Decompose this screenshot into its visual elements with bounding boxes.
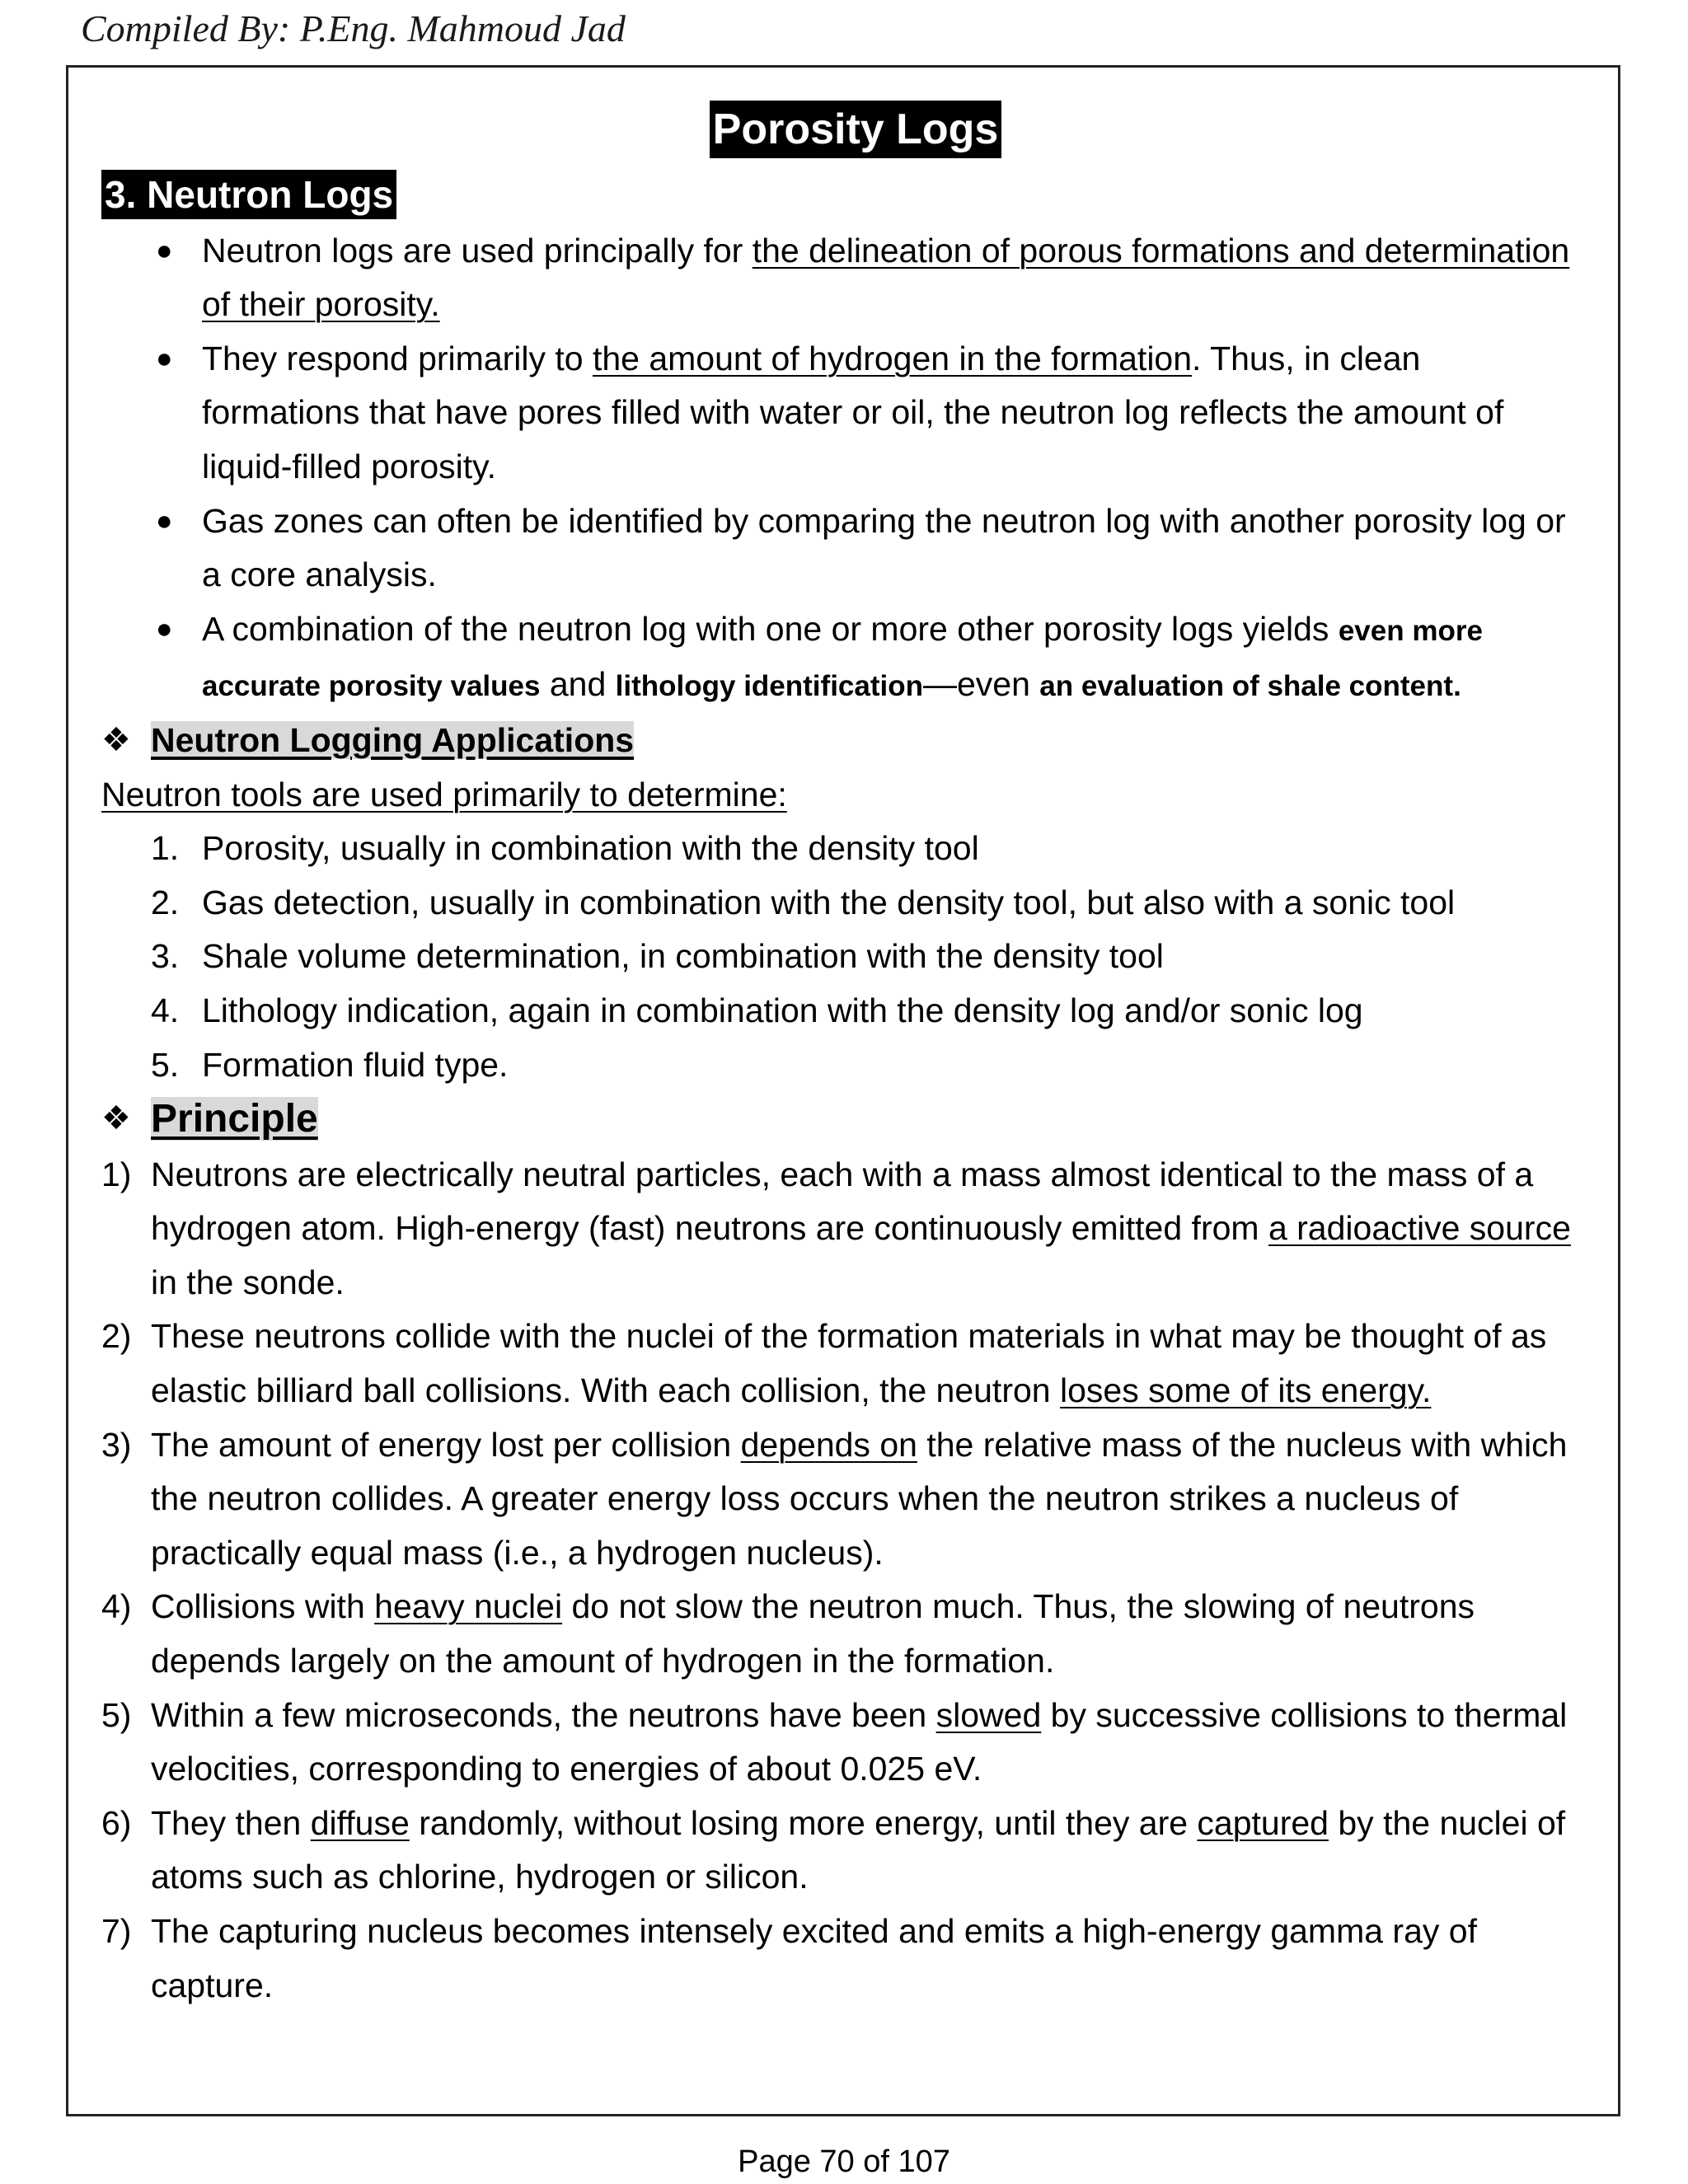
list-item (101, 1905, 1585, 2013)
list-item (101, 1038, 1585, 1093)
bullet-text: Neutron logs are used principally for (202, 231, 753, 269)
list-item (101, 930, 1585, 984)
list-number: 5) (101, 1695, 132, 1734)
list-number: 4) (101, 1587, 132, 1626)
list-number: 6) (101, 1803, 132, 1842)
list-item (101, 1580, 1585, 1688)
list-item (101, 1797, 1585, 1905)
list-underlined: captured (1197, 1803, 1329, 1842)
list-underlined: diffuse (310, 1803, 410, 1842)
list-text: Lithology indication, again in combination with the density log and/or sonic log (202, 991, 1363, 1029)
title-wrap (101, 101, 1585, 166)
section-heading: 3. Neutron Logs (101, 170, 396, 219)
page-content (101, 101, 1585, 2013)
page-frame (66, 65, 1620, 2116)
list-number: 3. (151, 937, 180, 976)
list-number: 2) (101, 1317, 132, 1356)
diamond-bullet-icon: ❖ (101, 1100, 131, 1137)
page-title: Porosity Logs (710, 101, 1002, 158)
diamond-bullet-icon: ❖ (101, 721, 131, 758)
list-text: Neutrons are electrically neutral particles, each with a mass almost identical to the mass of a hydrogen atom. High-energy (fast) neutrons are continuously emitted from (151, 1155, 1534, 1248)
bullet-item (101, 224, 1585, 332)
applications-heading-label: Neutron Logging Applications (151, 720, 635, 759)
bullet-icon: ● (156, 612, 173, 644)
list-item (101, 1310, 1585, 1418)
bullet-icon: ● (156, 234, 173, 266)
bullet-bold: an evaluation of shale content (1039, 670, 1454, 703)
list-underlined: heavy nuclei (374, 1587, 563, 1626)
list-item (101, 822, 1585, 876)
list-underlined: depends on (740, 1425, 917, 1464)
list-text: Shale volume determination, in combination with the density tool (202, 937, 1164, 976)
list-text: Gas detection, usually in combination with the density tool, but also with a sonic tool (202, 883, 1456, 921)
list-text: by successive collisions to thermal velocities, corresponding to energies of about 0.025 eV. (151, 1695, 1568, 1788)
bullet-bold: even more accurate porosity values (202, 614, 1483, 703)
list-item (101, 1418, 1585, 1581)
list-text: These neutrons collide with the nuclei of the formation materials in what may be thought of as elastic billiard ball collisions. With each collision, the neutron (151, 1317, 1547, 1410)
list-text: Formation fluid type. (202, 1045, 509, 1084)
list-text: do not slow the neutron much. Thus, the slowing of neutrons depends largely on the amount of hydrogen in the formation. (151, 1587, 1475, 1680)
principle-heading (101, 1092, 1585, 1148)
bullet-icon: ● (156, 504, 173, 537)
list-underlined: loses some of its energy. (1059, 1371, 1432, 1410)
list-text: by the nuclei of atoms such as chlorine, hydrogen or silicon. (151, 1803, 1566, 1896)
list-number: 2. (151, 883, 180, 921)
bullet-text: They respond primarily to (202, 339, 593, 377)
list-text: They then (151, 1803, 311, 1842)
list-item (101, 1689, 1585, 1797)
list-text: randomly, without losing more energy, until they are (409, 1803, 1198, 1842)
list-number: 7) (101, 1912, 132, 1950)
bullet-bold: lithology identification (615, 670, 923, 703)
applications-list (101, 822, 1585, 1092)
list-item (101, 984, 1585, 1038)
bullet-item (101, 602, 1585, 714)
principle-heading-label: Principle (151, 1097, 318, 1141)
list-text: The capturing nucleus becomes intensely excited and emits a high-energy gamma ray of capture. (151, 1912, 1477, 2004)
list-text: Porosity, usually in combination with the density tool (202, 829, 979, 868)
applications-heading (101, 714, 1585, 768)
bullet-text: A combination of the neutron log with one or more other porosity logs yields (202, 609, 1339, 648)
list-number: 4. (151, 991, 180, 1029)
page-number: Page 70 of 107 (738, 2144, 950, 2179)
neutron-bullets (101, 224, 1585, 714)
list-number: 3) (101, 1425, 132, 1464)
compiled-by-header: Compiled By: P.Eng. Mahmoud Jad (81, 7, 626, 49)
list-number: 5. (151, 1045, 180, 1084)
bullet-underlined: the delineation of porous formations and determination of their porosity. (202, 231, 1570, 324)
bullet-text: . Thus, in clean formations that have pores filled with water or oil, the neutron log reflects the amount of liquid-filled porosity. (202, 339, 1504, 485)
bullet-item (101, 332, 1585, 494)
list-number: 1. (151, 829, 180, 868)
list-item (101, 1148, 1585, 1310)
applications-intro: Neutron tools are used primarily to determine: (101, 775, 787, 813)
bullet-underlined: the amount of hydrogen in the formation (592, 339, 1193, 377)
list-underlined: a radioactive source (1268, 1209, 1571, 1248)
bullet-bold: . (1453, 670, 1461, 703)
bullet-icon: ● (156, 342, 173, 374)
list-text: the relative mass of the nucleus with which the neutron collides. A greater energy loss occurs when the neutron strikes a nucleus of practically equal mass (i.e., a hydrogen nucleus). (151, 1425, 1568, 1572)
list-number: 1) (101, 1155, 132, 1193)
list-text: The amount of energy lost per collision (151, 1425, 741, 1464)
bullet-text: Gas zones can often be identified by comparing the neutron log with another porosity log or a core analysis. (202, 501, 1566, 594)
list-item (101, 876, 1585, 930)
bullet-item (101, 494, 1585, 602)
list-text: in the sonde. (151, 1263, 345, 1301)
bullet-text: and (540, 665, 616, 704)
principle-list (101, 1148, 1585, 2013)
list-text: Collisions with (151, 1587, 375, 1626)
bullet-text: —even (922, 665, 1040, 704)
list-text: Within a few microseconds, the neutrons have been (151, 1695, 936, 1734)
list-underlined: slowed (935, 1695, 1042, 1734)
